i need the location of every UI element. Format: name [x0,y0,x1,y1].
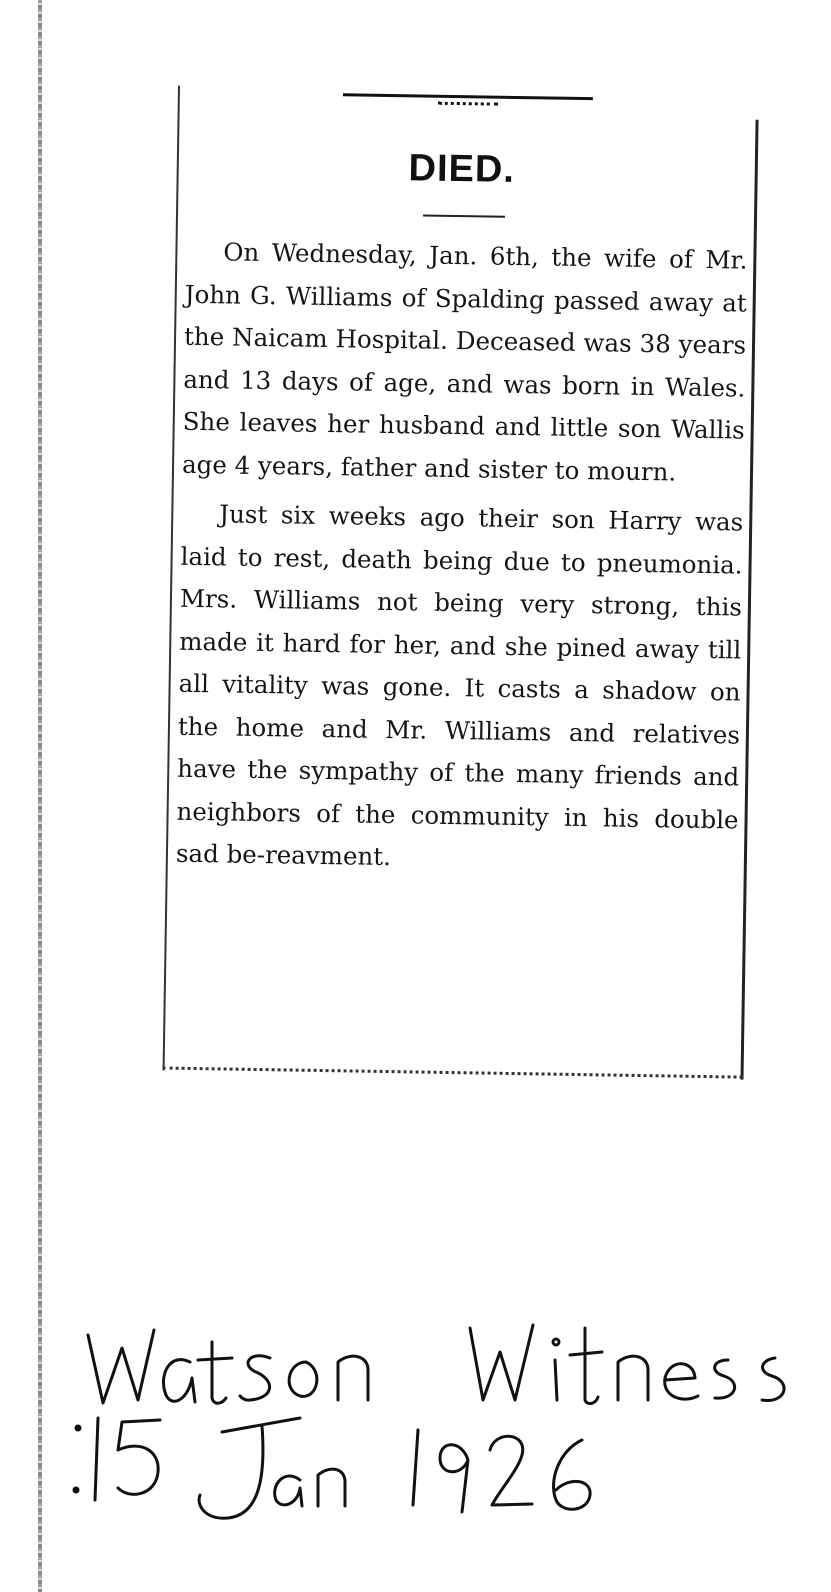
obituary-paragraph: On Wednesday, Jan. 6th, the wife of Mr. John G. Williams of Spalding passed away at the Naicam Hospital. Deceased was 38 years and 13 days of age, and was born in Wales. She leaves her husband and little son Wallis age 4 years, father and sister to mourn. [181,237,748,487]
obituary-body [176,231,748,884]
bottom-rule [163,1061,743,1079]
obituary-paragraph: Just six weeks ago their son Harry was laid to rest, death being due to pneumonia. Mrs. Williams not being very strong, this made it hard for her, and she pined away till all vitality was gone. It casts a shadow on the home and Mr. Williams and relatives have the sympathy of the many friends and neighbors of the community in his double sad be-reavment. [175,499,744,872]
obituary-heading: DIED. [408,147,516,191]
handwritten-annotation [0,1300,831,1580]
top-rule-ornament [438,96,498,106]
newspaper-clipping [137,85,758,1084]
column-border-left [163,86,180,1071]
handwriting-drawing [0,1300,831,1580]
heading-rule [423,214,505,217]
